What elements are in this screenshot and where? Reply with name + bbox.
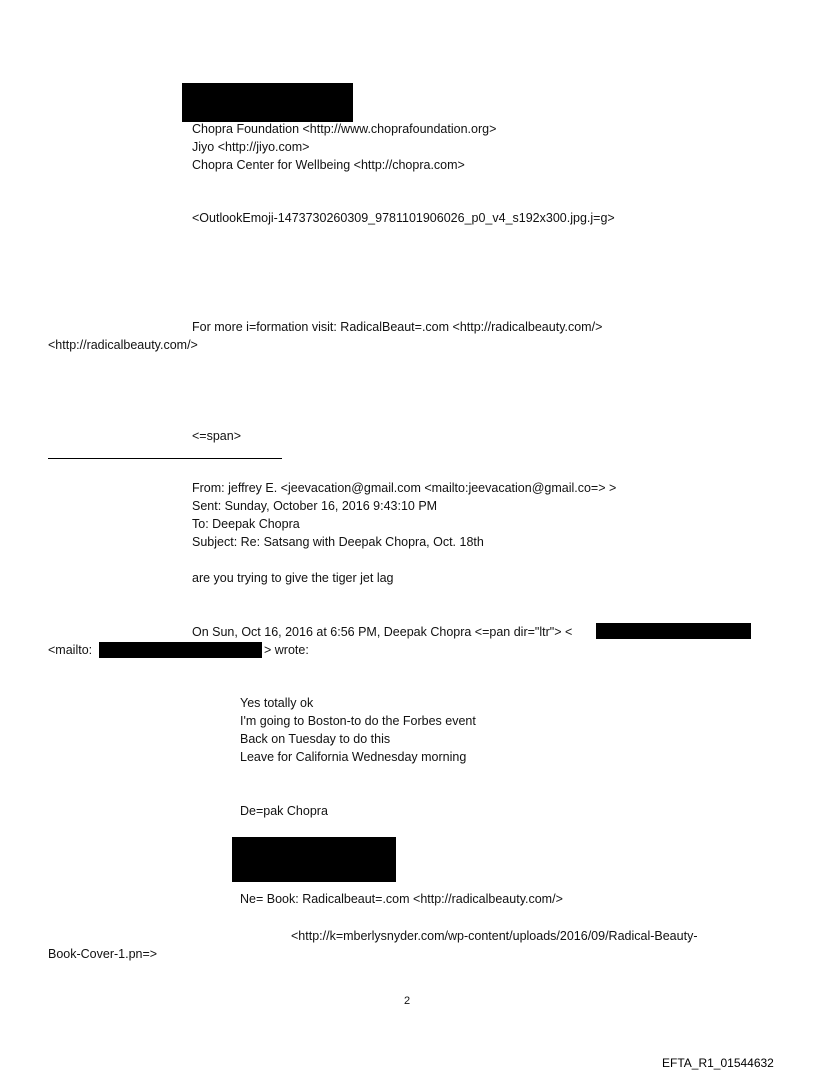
redaction-email-address	[596, 623, 751, 639]
email-body: are you trying to give the tiger jet lag	[192, 571, 394, 585]
book-cover-link-wrap: Book-Cover-1.pn=>	[48, 947, 158, 961]
document-id: EFTA_R1_01544632	[662, 1056, 774, 1070]
reply-line-2: I'm going to Boston-to do the Forbes event	[240, 714, 476, 728]
outlook-emoji-reference: <OutlookEmoji-1473730260309_9781101906026_p0_v4_s192x300.jpg.j=g>	[192, 211, 615, 225]
email-subject: Subject: Re: Satsang with Deepak Chopra, Oct. 18th	[192, 535, 484, 549]
more-info-line: For more i=formation visit: RadicalBeaut=.com <http://radicalbeauty.com/>	[192, 320, 603, 334]
more-info-link-wrap: <http://radicalbeauty.com/>	[48, 338, 198, 352]
quote-header-mailto: <mailto:	[48, 643, 93, 657]
redaction-mailto-address	[99, 642, 262, 658]
reply-line-3: Back on Tuesday to do this	[240, 732, 391, 746]
email-from: From: jeffrey E. <jeevacation@gmail.com <mailto:jeevacation@gmail.co=> >	[192, 481, 617, 495]
email-sent: Sent: Sunday, October 16, 2016 9:43:10 PM	[192, 499, 438, 513]
span-tag-text: <=span>	[192, 429, 242, 443]
redaction-block-bottom	[232, 837, 396, 882]
quote-header-line-1: On Sun, Oct 16, 2016 at 6:56 PM, Deepak Chopra <=pan dir="ltr"> <	[192, 625, 573, 639]
signature-line-chopra-foundation: Chopra Foundation <http://www.choprafoundation.org>	[192, 122, 497, 136]
signature-line-jiyo: Jiyo <http://jiyo.com>	[192, 140, 310, 154]
book-line: Ne= Book: Radicalbeaut=.com <http://radicalbeauty.com/>	[240, 892, 563, 906]
email-to: To: Deepak Chopra	[192, 517, 300, 531]
book-cover-link: <http://k=mberlysnyder.com/wp-content/uploads/2016/09/Radical-Beauty-	[291, 929, 698, 943]
separator-rule	[48, 458, 282, 459]
quote-header-wrote: > wrote:	[264, 643, 309, 657]
reply-signoff: De=pak Chopra	[240, 804, 328, 818]
page-number: 2	[404, 995, 411, 1007]
reply-line-1: Yes totally ok	[240, 696, 314, 710]
signature-line-chopra-center: Chopra Center for Wellbeing <http://chopra.com>	[192, 158, 465, 172]
reply-line-4: Leave for California Wednesday morning	[240, 750, 467, 764]
redaction-block-top	[182, 83, 353, 122]
